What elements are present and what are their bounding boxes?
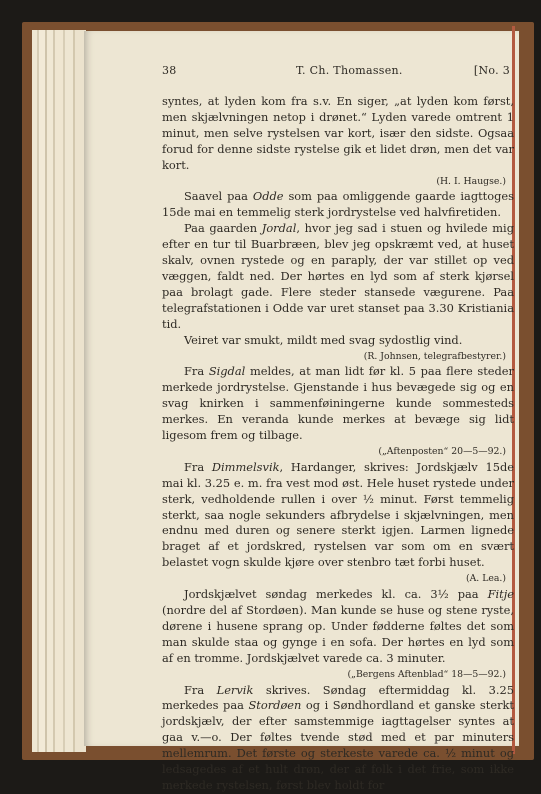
place-name: Dimmelsvik xyxy=(211,459,280,474)
body-text xyxy=(162,94,514,794)
place-name: Fitje xyxy=(487,587,514,602)
paragraph: Saavel paa Odde som paa omliggende gaarde iagttoges 15de mai en temmelig sterk jordrystelse ved halvfiretiden. xyxy=(162,189,514,220)
source-attribution: („Aftenposten“ 20—5—92.) xyxy=(378,445,506,457)
place-name: Jordal xyxy=(261,221,297,236)
paragraph: Fra Sigdal meldes, at man lidt før kl. 5 paa flere steder merkede jordrystelse. Gjenstande i hus bevægede sig og en svag knirken i sammenføiningerne kunde sommesteds merkes. En veranda kunde merkes at bevæge sig lidt ligesom frem og tilbage. xyxy=(162,364,514,443)
running-header xyxy=(162,63,514,79)
paragraph: Fra Dimmelsvik, Hardanger, skrives: Jordskjælv 15de mai kl. 3.25 e. m. fra vest mod øst. Hele huset rystede under sterk, vedholdende rullen i over ½ minut. Først temmelig sterkt, saa nogle sekunders afbrydelse i skjælvningen, men endnu med duren og senere sterkt igjen. Larmen lignede braget af et jordskred, rystelsen var som om en svært belastet vogn skulde kjøre over stenbro tæt forbi huset. xyxy=(162,459,515,570)
paragraph: Jordskjælvet søndag merkedes kl. ca. 3½ paa Fitje (nordre del af Stordøen). Man kunde se huse og stene ryste, dørene i husene sprang op. Under fødderne føltes det som man skulde staa og gynge i en sofa. Der hørtes en lyd som af en tromme. Jordskjælvet varede ca. 3 minuter. xyxy=(162,587,514,665)
source-attribution: (H. I. Haugse.) xyxy=(436,175,506,187)
paragraph: syntes, at lyden kom fra s.v. En siger, „at lyden kom først, men skjælvningen netop i drønet.“ Lyden varede omtrent 1 minut, men selve rystelsen var kort, især den sidste. Ogsaa forud for denne sidste rystelse gik et lidet drøn, men det var kort. xyxy=(162,94,514,172)
running-title: T. Ch. Thomassen. xyxy=(296,64,403,77)
page-number: 38 xyxy=(162,64,177,77)
source-attribution: („Bergens Aftenblad“ 18—5—92.) xyxy=(347,668,506,680)
place-name: Stordøen xyxy=(248,698,302,713)
source-attribution: (R. Johnsen, telegrafbestyrer.) xyxy=(363,350,506,362)
place-name: Odde xyxy=(252,189,284,204)
paragraph: Fra Lervik skrives. Søndag eftermiddag kl. 3.25 merkedes paa Stordøen og i Søndhordland et ganske sterkt jordskjælv, der efter samstemmige iagttagelser syntes at gaa v.—o. Der føltes tvende stød med et par minuters mellemrum. Det første og sterkeste varede ca. ½ minut og ledsagedes af et hult drøn, der af folk i det frie, som ikke merkede rystelsen, først blev holdt for xyxy=(162,682,514,792)
paragraph: Veiret var smukt, mildt med svag sydostlig vind. xyxy=(184,332,463,347)
issue-number: [No. 3 xyxy=(473,64,510,77)
source-attribution: (A. Lea.) xyxy=(465,573,506,585)
page-edges xyxy=(32,30,86,752)
place-name: Sigdal xyxy=(208,364,246,379)
paragraph: Paa gaarden Jordal, hvor jeg sad i stuen og hvilede mig efter en tur til Buarbræen, blev jeg opskræmt ved, at huset skalv, ovnen rystede og en paraply, der var stillet op ved væggen, faldt ned. Der hørtes en lyd som af sterk kjørsel paa brolagt gade. Flere steder stansede vægurene. Paa telegrafstationen i Odde var uret stanset paa 3.30 Kristiania tid. xyxy=(162,221,514,331)
place-name: Lervik xyxy=(216,682,254,697)
